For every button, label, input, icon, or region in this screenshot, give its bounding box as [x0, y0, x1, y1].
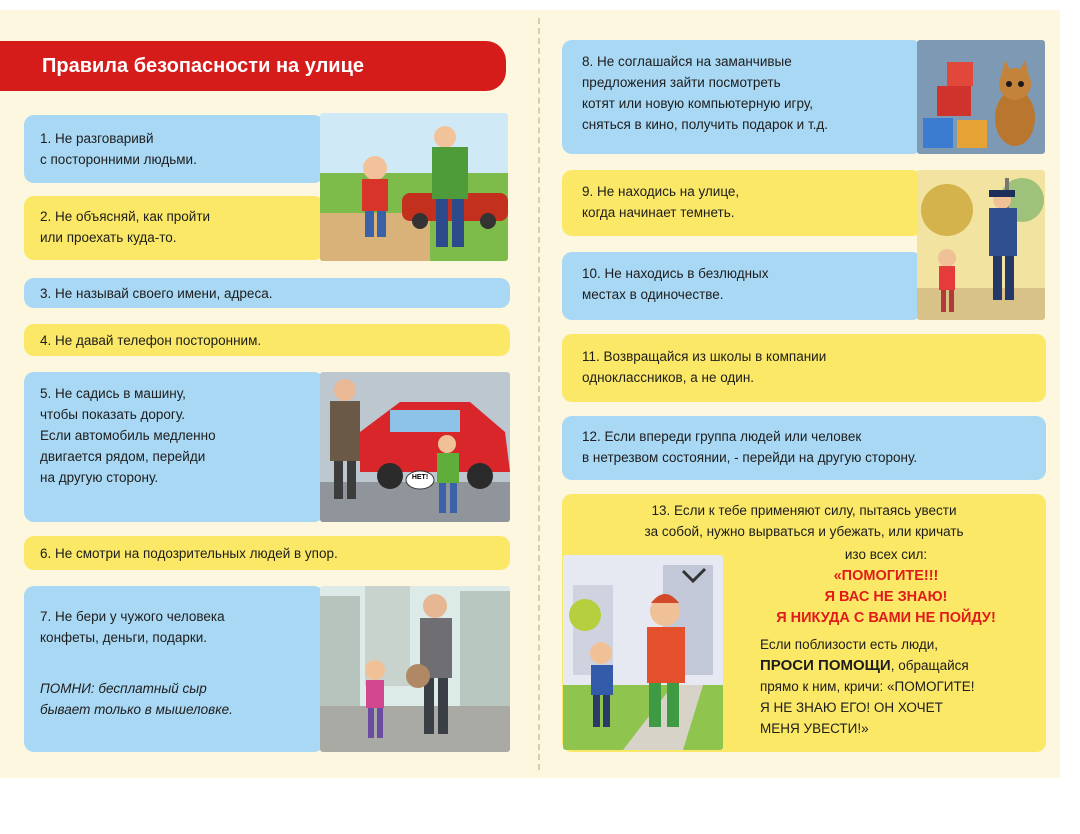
rule-9-card: [562, 170, 922, 236]
rule-13-line-3: изо всех сил:: [844, 547, 928, 562]
rule-13-tail-line-4: Я НЕ ЗНАЮ ЕГО! ОН ХОЧЕТ: [760, 700, 943, 715]
rule-11-line-2: одноклассников, а не один.: [582, 370, 755, 385]
rule-7-note-line-2: бывает только в мышеловке.: [40, 702, 233, 717]
rule-2-line-1: 2. Не объясняй, как пройти: [40, 209, 211, 224]
rule-7-card: [24, 586, 324, 752]
stranger-with-toy-illustration: [320, 586, 510, 752]
gifts-and-cat-illustration: [917, 40, 1045, 154]
shout-line-2: Я ВАС НЕ ЗНАЮ!: [824, 589, 948, 605]
rule-12-card: [562, 416, 1046, 480]
shout-line-1: «ПОМОГИТЕ!!!: [833, 568, 939, 584]
rule-8-line-1: 8. Не соглашайся на заманчивые: [582, 54, 792, 69]
rule-7-note-line-1: ПОМНИ: бесплатный сыр: [40, 681, 207, 696]
rule-6-card: [24, 536, 510, 570]
rule-13-tail-line-1: Если поблизости есть люди,: [760, 637, 939, 652]
rule-3-text: 3. Не называй своего имени, адреса.: [40, 286, 273, 301]
boy-escaping-illustration: [563, 555, 723, 750]
rule-1-line-1: 1. Не разговаривй: [40, 131, 154, 146]
rule-13-line-1: 13. Если к тебе применяют силу, пытаясь увести: [651, 503, 957, 518]
rule-8-line-4: сняться в кино, получить подарок и т.д.: [582, 117, 829, 132]
rule-9-line-2: когда начинает темнеть.: [582, 205, 735, 220]
rule-8-line-3: котят или новую компьютерную игру,: [582, 96, 813, 111]
rule-7-line-2: конфеты, деньги, подарки.: [40, 630, 208, 645]
rule-5-line-4: двигается рядом, перейди: [40, 449, 206, 464]
rule-13-tail-line-2: [760, 655, 1040, 676]
rule-4-card: [24, 324, 510, 356]
rule-3-card: [24, 278, 510, 308]
rule-10-line-2: местах в одиночестве.: [582, 287, 724, 302]
rule-13-tail-line-5: МЕНЯ УВЕСТИ!»: [760, 721, 869, 736]
fold-divider: [538, 18, 540, 770]
rule-5-line-5: на другую сторону.: [40, 470, 159, 485]
rule-10-line-1: 10. Не находись в безлюдных: [582, 266, 769, 281]
rule-12-line-1: 12. Если впереди группа людей или человек: [582, 429, 862, 444]
stranger-with-car-illustration: [320, 113, 508, 261]
rule-12-line-2: в нетрезвом состоянии, - перейди на другую сторону.: [582, 450, 918, 465]
ask-help-rest: , обращайся: [890, 658, 969, 673]
rule-11-line-1: 11. Возвращайся из школы в компании: [582, 349, 827, 364]
speech-bubble-text: НЕТ!: [411, 474, 429, 481]
rule-5-line-1: 5. Не садись в машину,: [40, 386, 186, 401]
car-invitation-illustration: [320, 372, 510, 522]
rule-8-line-2: предложения зайти посмотреть: [582, 75, 781, 90]
rule-1-line-2: с посторонними людьми.: [40, 152, 197, 167]
rule-5-line-3: Если автомобиль медленно: [40, 428, 216, 443]
rule-7-line-1: 7. Не бери у чужого человека: [40, 609, 225, 624]
ask-help-emphasis: ПРОСИ ПОМОЩИ: [760, 657, 891, 674]
rule-9-line-1: 9. Не находись на улице,: [582, 184, 740, 199]
rule-5-line-2: чтобы показать дорогу.: [40, 407, 185, 422]
girl-and-policeman-illustration: [917, 170, 1045, 320]
shout-line-3: Я НИКУДА С ВАМИ НЕ ПОЙДУ!: [776, 610, 996, 626]
rule-11-card: [562, 334, 1046, 402]
rule-2-card: [24, 196, 324, 260]
rule-5-card: [24, 372, 324, 522]
rule-2-line-2: или проехать куда-то.: [40, 230, 177, 245]
rule-1-card: [24, 115, 324, 183]
rule-13-line-2: за собой, нужно вырваться и убежать, или кричать: [644, 524, 964, 539]
page-title: Правила безопасности на улице: [0, 41, 506, 91]
rule-6-text: 6. Не смотри на подозрительных людей в упор.: [40, 546, 338, 561]
rule-8-card: [562, 40, 922, 154]
rule-4-text: 4. Не давай телефон посторонним.: [40, 333, 262, 348]
rule-13-tail-line-3: прямо к ним, кричи: «ПОМОГИТЕ!: [760, 679, 975, 694]
rule-10-card: [562, 252, 922, 320]
